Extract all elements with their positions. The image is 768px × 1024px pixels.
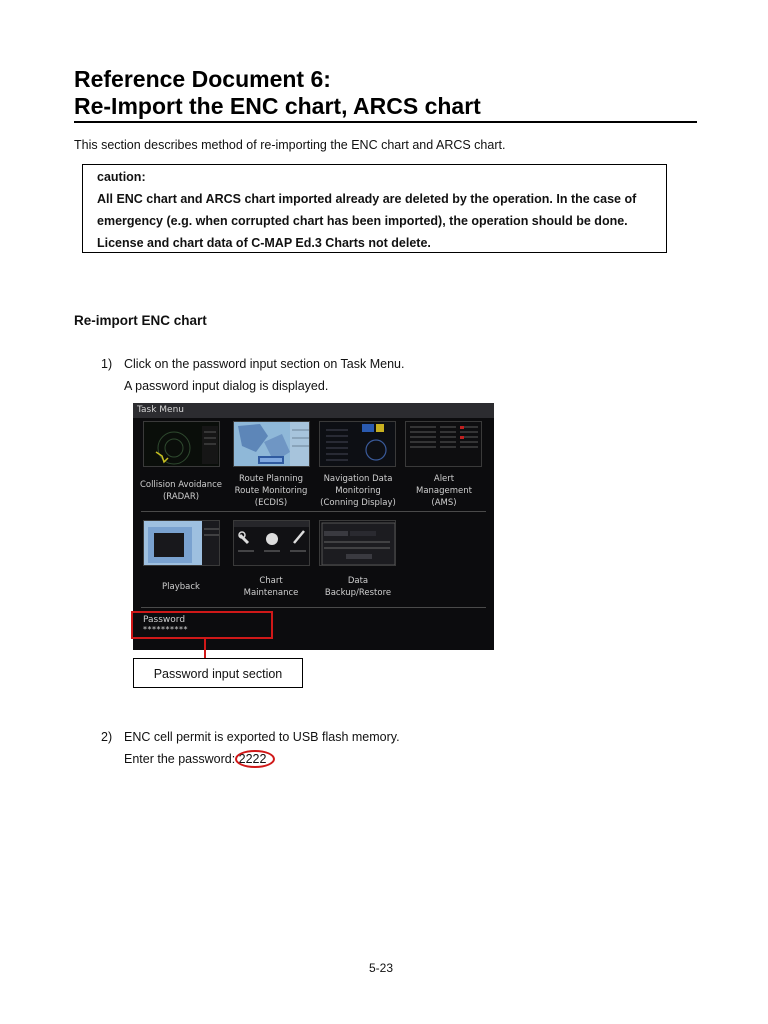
- tile-label-chart-maintenance: Chart Maintenance: [243, 576, 299, 598]
- task-menu-title: Task Menu: [133, 403, 494, 418]
- caution-line-3: License and chart data of C-MAP Ed.3 Charts not delete.: [97, 236, 431, 250]
- password-highlight-box: [131, 611, 273, 639]
- section-heading: Re-import ENC chart: [74, 313, 207, 328]
- password-mask[interactable]: **********: [143, 625, 188, 634]
- caution-line-1: All ENC chart and ARCS chart imported already are deleted by the operation. In the case of: [97, 192, 637, 206]
- conning-thumbnail-graphic: [320, 422, 396, 467]
- callout-connector: [204, 639, 206, 658]
- ecdis-thumbnail[interactable]: [233, 421, 310, 467]
- title-line-2: Re-Import the ENC chart, ARCS chart: [74, 93, 481, 119]
- ams-thumbnail-graphic: [406, 422, 482, 467]
- step-1-subtext: A password input dialog is displayed.: [124, 379, 329, 393]
- conning-thumbnail[interactable]: [319, 421, 396, 467]
- data-backup-thumbnail[interactable]: [319, 520, 396, 566]
- step-1-text: Click on the password input section on Task Menu.: [124, 357, 405, 371]
- caution-label: caution:: [97, 170, 146, 184]
- playback-thumbnail-graphic: [144, 521, 220, 566]
- radar-thumbnail[interactable]: [143, 421, 220, 467]
- tile-label-route-planning: Route Planning Route Monitoring (ECDIS): [234, 474, 308, 508]
- step-2-text: ENC cell permit is exported to USB flash memory.: [124, 730, 400, 744]
- task-menu-separator-2: [141, 607, 486, 608]
- data-backup-thumbnail-graphic: [320, 521, 396, 566]
- tile-label-collision-avoidance: Collision Avoidance (RADAR): [139, 480, 223, 502]
- chart-maintenance-thumbnail-graphic: [234, 521, 310, 566]
- title-line-1: Reference Document 6:: [74, 66, 331, 92]
- step-1-number: 1): [101, 357, 113, 371]
- chart-maintenance-thumbnail[interactable]: [233, 520, 310, 566]
- tile-label-playback: Playback: [162, 582, 200, 592]
- tile-label-data-backup: Data Backup/Restore: [324, 576, 392, 598]
- password-value-highlight: [235, 750, 275, 768]
- tile-label-alert-management: Alert Management (AMS): [416, 474, 472, 508]
- password-label[interactable]: Password: [143, 615, 186, 625]
- caution-line-2: emergency (e.g. when corrupted chart has been imported), the operation should be done.: [97, 214, 628, 228]
- task-menu-separator-1: [141, 511, 486, 512]
- title-underline: [74, 121, 697, 123]
- playback-thumbnail[interactable]: [143, 520, 220, 566]
- password-value: 2222: [238, 752, 267, 766]
- caution-box: [82, 164, 667, 253]
- ams-thumbnail[interactable]: [405, 421, 482, 467]
- step-2-number: 2): [101, 730, 113, 744]
- step-2-prefix: Enter the password:: [124, 752, 239, 766]
- document-title: [74, 66, 481, 120]
- intro-paragraph: This section describes method of re-importing the ENC chart and ARCS chart.: [74, 138, 506, 152]
- page-number: 5-23: [369, 961, 394, 975]
- password-callout: Password input section: [133, 658, 303, 688]
- tile-label-navigation-data: Navigation Data Monitoring (Conning Display): [320, 474, 396, 508]
- radar-thumbnail-graphic: [144, 422, 220, 467]
- ecdis-thumbnail-graphic: [234, 422, 310, 467]
